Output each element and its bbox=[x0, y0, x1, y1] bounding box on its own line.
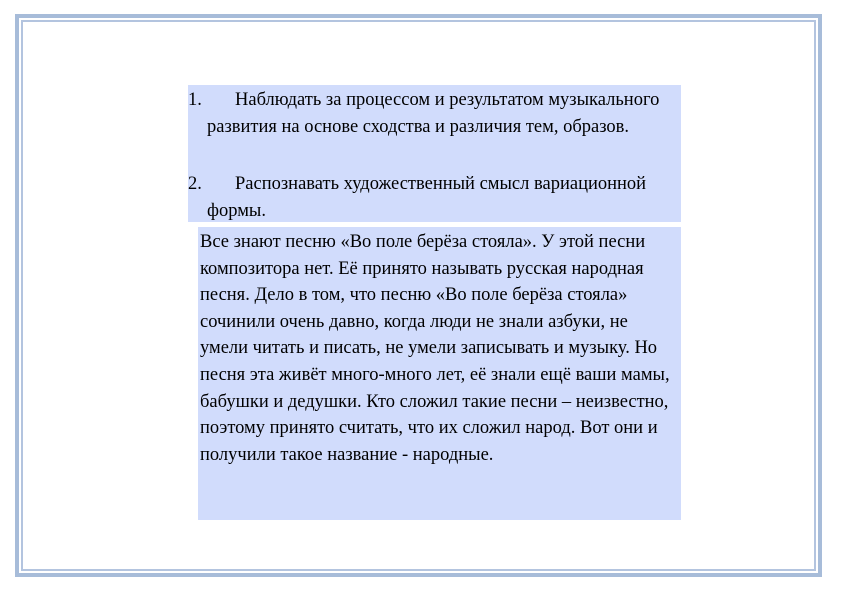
objective-item-1 bbox=[188, 87, 668, 140]
objective-number: 1. bbox=[188, 90, 202, 110]
objective-item-2 bbox=[188, 171, 668, 224]
objective-number: 2. bbox=[188, 174, 202, 194]
objectives-box bbox=[188, 85, 681, 222]
story-box bbox=[198, 227, 681, 520]
story-text: Все знают песню «Во поле берёза стояла». У этой песни композитора нет. Её принято называть русская народная песня. Дело в том, что песню «Во поле берёза стояла» сочинили очень давно, когда люди не знали азбуки, не умели читать и писать, не умели записывать и музыку. Но песня эта живёт много-много лет, её знали ещё ваши мамы, бабушки и дедушки. Кто сложил такие песни – неизвестно, поэтому принято считать, что их сложил народ. Вот они и получили такое название - народные. bbox=[200, 232, 670, 465]
objective-text: Наблюдать за процессом и результатом музыкального развития на основе сходства и различия тем, образов. bbox=[207, 90, 660, 137]
objective-text: Распознавать художественный смысл вариационной формы. bbox=[207, 174, 647, 221]
